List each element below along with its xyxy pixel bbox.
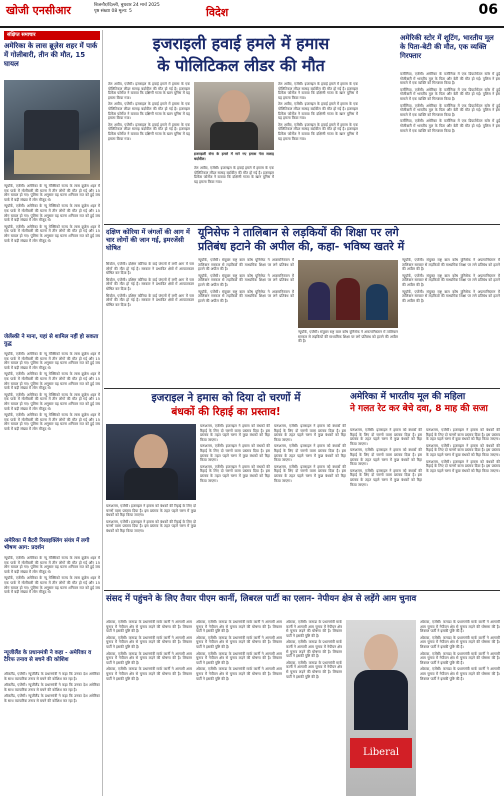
main-story-col2 bbox=[194, 166, 274, 220]
hostage-text7: यरूशलम, एजेंसी। इजराइल ने हमास को बंधकों की रिहाई के लिए दो चरणों वाला प्रस्ताव दिया है। इस प्रस्ताव के तहत पहले चरण में कुछ बंधकों को रिहा किया जाएगा। bbox=[274, 444, 346, 463]
canada-text9: ओटावा, एजेंसी। कनाडा के प्रधानमंत्री मार्क कार्नी ने आगामी आम चुनाव में नेपीयन क्षेत्र से चुनाव लड़ने की घोषणा की है। लिबरल पार्टी ने इसकी पुष्टि की है। bbox=[286, 620, 342, 638]
unicef-col1 bbox=[198, 258, 294, 384]
korea-title: दक्षिण कोरिया में जंगलों की आग में चार लोगों की जान गई, इमरजेंसी घोषित bbox=[106, 228, 190, 252]
hostage-text8: यरूशलम, एजेंसी। इजराइल ने हमास को बंधकों की रिहाई के लिए दो चरणों वाला प्रस्ताव दिया है। इस प्रस्ताव के तहत पहले चरण में कुछ बंधकों को रिहा किया जाएगा। bbox=[274, 464, 346, 483]
left-bottom-title: न्यूजीलैंड के प्रधानमंत्री ने कहा - अमेरिका व टैरिफ तनाव से बचने की कोशिश bbox=[4, 650, 92, 663]
unicef-col3 bbox=[402, 258, 500, 384]
right-top-text2: वर्जीनिया, एजेंसी। अमेरिका के वर्जीनिया में एक डिपार्टमेंटल स्टोर में हुई गोलीबारी में भारतीय मूल के पिता और बेटी की मौत हो गई। पुलिस ने इस मामले में एक व्यक्ति को गिरफ्तार किया है। bbox=[400, 87, 500, 101]
korea-text3: सियोल, एजेंसी। दक्षिण कोरिया के कई जंगलों में लगी आग में चार लोगों की मौत हो गई है। सरकार ने प्रभावित क्षेत्रों में आपातकाल घोषित कर दिया है। bbox=[106, 293, 194, 307]
canada-text10: ओटावा, एजेंसी। कनाडा के प्रधानमंत्री मार्क कार्नी ने आगामी आम चुनाव में नेपीयन क्षेत्र से चुनाव लड़ने की घोषणा की है। लिबरल पार्टी ने इसकी पुष्टि की है। bbox=[286, 640, 342, 659]
canada-text11: ओटावा, एजेंसी। कनाडा के प्रधानमंत्री मार्क कार्नी ने आगामी आम चुनाव में नेपीयन क्षेत्र से चुनाव लड़ने की घोषणा की है। लिबरल पार्टी ने इसकी पुष्टि की है। bbox=[286, 660, 342, 679]
main-story-col3 bbox=[278, 82, 358, 220]
canada-text7: ओटावा, एजेंसी। कनाडा के प्रधानमंत्री मार्क कार्नी ने आगामी आम चुनाव में नेपीयन क्षेत्र से चुनाव लड़ने की घोषणा की है। लिबरल पार्टी ने इसकी पुष्टि की है। bbox=[196, 651, 282, 665]
america-headline-line1: अमेरिका में भारतीय मूल की महिला bbox=[350, 392, 466, 402]
canada-text2: ओटावा, एजेंसी। कनाडा के प्रधानमंत्री मार्क कार्नी ने आगामी आम चुनाव में नेपीयन क्षेत्र से चुनाव लड़ने की घोषणा की है। लिबरल पार्टी ने इसकी पुष्टि की है। bbox=[106, 635, 192, 649]
korea-body bbox=[106, 262, 194, 384]
left-bottom-text2: ऑकलैंड, एजेंसी। न्यूजीलैंड के प्रधानमंत्री ने कहा कि उनका देश अमेरिका के साथ व्यापारिक तनाव से बचने की कोशिश कर रहा है। bbox=[4, 683, 100, 692]
masthead-price: पृष्ठ संख्या 08 मूल्य: 5 bbox=[94, 9, 132, 14]
left-story-text-cont: न्यूयॉर्क, एजेंसी। अमेरिका के न्यू मेक्सिको राज्य के लास ब्रूज़ेस शहर में एक पार्क में गोलीबारी की घटना में तीन लोगों की मौत हो गई और 15 लोग घायल हो गए। पुलिस के अनुसार यह घटना शनिवार रात को हुई जब पार्क में बड़ी संख्या में लोग मौजूद थे। bbox=[4, 204, 100, 223]
page-header bbox=[0, 0, 504, 28]
korea-text2: सियोल, एजेंसी। दक्षिण कोरिया के कई जंगलों में लगी आग में चार लोगों की मौत हो गई है। सरकार ने प्रभावित क्षेत्रों में आपातकाल घोषित कर दिया है। bbox=[106, 277, 194, 291]
hostage-text1: यरूशलम, एजेंसी। इजराइल ने हमास को बंधकों की रिहाई के लिए दो चरणों वाला प्रस्ताव दिया है। इस प्रस्ताव के तहत पहले चरण में कुछ बंधकों को रिहा किया जाएगा। bbox=[106, 504, 196, 518]
america-text6: यरूशलम, एजेंसी। इजराइल ने हमास को बंधकों की रिहाई के लिए दो चरणों वाला प्रस्ताव दिया है। इस प्रस्ताव के तहत पहले चरण में कुछ बंधकों को रिहा किया जाएगा। bbox=[426, 459, 500, 473]
liberal-sign: Liberal bbox=[350, 738, 412, 768]
left-second-text4: न्यूयॉर्क, एजेंसी। अमेरिका के न्यू मेक्सिको राज्य के लास ब्रूज़ेस शहर में एक पार्क में गोलीबारी की घटना में तीन लोगों की मौत हो गई और 15 लोग घायल हो गए। पुलिस के अनुसार यह घटना शनिवार रात को हुई जब पार्क में बड़ी संख्या में लोग मौजूद थे। bbox=[4, 413, 100, 431]
america-headline-line2: ने गलत रेट कर बेचे दवा, 8 माह की सजा bbox=[350, 404, 488, 414]
america-text4: यरूशलम, एजेंसी। इजराइल ने हमास को बंधकों की रिहाई के लिए दो चरणों वाला प्रस्ताव दिया है। इस प्रस्ताव के तहत पहले चरण में कुछ बंधकों को रिहा किया जाएगा। bbox=[426, 428, 500, 442]
left-second-text2: न्यूयॉर्क, एजेंसी। अमेरिका के न्यू मेक्सिको राज्य के लास ब्रूज़ेस शहर में एक पार्क में गोलीबारी की घटना में तीन लोगों की मौत हो गई और 15 लोग घायल हो गए। पुलिस के अनुसार यह घटना शनिवार रात को हुई जब पार्क में बड़ी संख्या में लोग मौजूद थे। bbox=[4, 372, 100, 391]
left-third-title: अमेरिका में बैटरी रिसाइक्लिंग संयंत्र में लगी भीषण आग: प्रदर्शन bbox=[4, 538, 90, 551]
canada-text4: ओटावा, एजेंसी। कनाडा के प्रधानमंत्री मार्क कार्नी ने आगामी आम चुनाव में नेपीयन क्षेत्र से चुनाव लड़ने की घोषणा की है। लिबरल पार्टी ने इसकी पुष्टि की है। bbox=[106, 667, 192, 681]
canada-col1 bbox=[106, 620, 192, 796]
right-top-text3: वर्जीनिया, एजेंसी। अमेरिका के वर्जीनिया में एक डिपार्टमेंटल स्टोर में हुई गोलीबारी में भारतीय मूल के पिता और बेटी की मौत हो गई। पुलिस ने इस मामले में एक व्यक्ति को गिरफ्तार किया है। bbox=[400, 103, 500, 117]
photo-caption: इजराइली सेना के हमले में मारे गए हमास नेता सलाह बर्दावील। bbox=[194, 152, 274, 161]
unicef-text1: न्यूयॉर्क, एजेंसी। संयुक्त राष्ट्र बाल कोष यूनिसेफ ने अफगानिस्तान में तालिबान सरकार से लड़कियों की माध्यमिक शिक्षा पर लगे प्रतिबंध को हटाने की अपील की है। bbox=[198, 258, 294, 272]
hostage-col2 bbox=[200, 424, 270, 586]
main-story-text3: तेल अवीव, एजेंसी। इजराइल के हवाई हमले में हमास के एक पोलिटिकल लीडर सलाह बर्दावील की मौत हो गई है। इजराइल डिफेंस फोर्सेज ने बताया कि दक्षिणी गाजा के खान यूनिस में यह हमला किया गया। bbox=[108, 122, 190, 141]
right-top-text4: वर्जीनिया, एजेंसी। अमेरिका के वर्जीनिया में एक डिपार्टमेंटल स्टोर में हुई गोलीबारी में भारतीय मूल के पिता और बेटी की मौत हो गई। पुलिस ने इस मामले में एक व्यक्ति को गिरफ्तार किया है। bbox=[400, 119, 500, 133]
hostage-headline-line2: बंधकों की रिहाई का प्रस्ताव! bbox=[171, 406, 281, 418]
america-text2: यरूशलम, एजेंसी। इजराइल ने हमास को बंधकों की रिहाई के लिए दो चरणों वाला प्रस्ताव दिया है। इस प्रस्ताव के तहत पहले चरण में कुछ बंधकों को रिहा किया जाएगा। bbox=[350, 448, 422, 467]
hamas-leader-photo bbox=[194, 82, 274, 150]
left-second-text3: न्यूयॉर्क, एजेंसी। अमेरिका के न्यू मेक्सिको राज्य के लास ब्रूज़ेस शहर में एक पार्क में गोलीबारी की घटना में तीन लोगों की मौत हो गई और 15 लोग घायल हो गए। पुलिस के अनुसार यह घटना शनिवार रात को हुई जब पार्क में बड़ी संख्या में लोग मौजूद थे। bbox=[4, 392, 100, 411]
hostage-text4: यरूशलम, एजेंसी। इजराइल ने हमास को बंधकों की रिहाई के लिए दो चरणों वाला प्रस्ताव दिया है। इस प्रस्ताव के तहत पहले चरण में कुछ बंधकों को रिहा किया जाएगा। bbox=[200, 444, 270, 463]
left-third-body bbox=[4, 556, 100, 646]
canada-col3 bbox=[286, 620, 342, 796]
hostage-col1 bbox=[106, 504, 196, 586]
hostage-text3: यरूशलम, एजेंसी। इजराइल ने हमास को बंधकों की रिहाई के लिए दो चरणों वाला प्रस्ताव दिया है। इस प्रस्ताव के तहत पहले चरण में कुछ बंधकों को रिहा किया जाएगा। bbox=[200, 424, 270, 442]
canada-text15: ओटावा, एजेंसी। कनाडा के प्रधानमंत्री मार्क कार्नी ने आगामी आम चुनाव में नेपीयन क्षेत्र से चुनाव लड़ने की घोषणा की है। लिबरल पार्टी ने इसकी पुष्टि की है। bbox=[420, 667, 500, 681]
canada-text13: ओटावा, एजेंसी। कनाडा के प्रधानमंत्री मार्क कार्नी ने आगामी आम चुनाव में नेपीयन क्षेत्र से चुनाव लड़ने की घोषणा की है। लिबरल पार्टी ने इसकी पुष्टि की है। bbox=[420, 635, 500, 649]
masthead-meta bbox=[94, 3, 184, 15]
main-story-text7: तेल अवीव, एजेंसी। इजराइल के हवाई हमले में हमास के एक पोलिटिकल लीडर सलाह बर्दावील की मौत हो गई है। इजराइल डिफेंस फोर्सेज ने बताया कि दक्षिणी गाजा के खान यूनिस में यह हमला किया गया। bbox=[278, 122, 358, 141]
brief-news-tag: संक्षिप्त समाचार bbox=[4, 31, 100, 40]
right-top-text1: वर्जीनिया, एजेंसी। अमेरिका के वर्जीनिया में एक डिपार्टमेंटल स्टोर में हुई गोलीबारी में भारतीय मूल के पिता और बेटी की मौत हो गई। पुलिस ने इस मामले में एक व्यक्ति को गिरफ्तार किया है। bbox=[400, 72, 500, 86]
canada-col4 bbox=[420, 620, 500, 796]
section-title: विदेश bbox=[206, 6, 229, 19]
main-story-col1 bbox=[108, 82, 190, 220]
canada-text8: ओटावा, एजेंसी। कनाडा के प्रधानमंत्री मार्क कार्नी ने आगामी आम चुनाव में नेपीयन क्षेत्र से चुनाव लड़ने की घोषणा की है। लिबरल पार्टी ने इसकी पुष्टि की है। bbox=[196, 667, 282, 681]
unicef-text5: न्यूयॉर्क, एजेंसी। संयुक्त राष्ट्र बाल कोष यूनिसेफ ने अफगानिस्तान में तालिबान सरकार से लड़कियों की माध्यमिक शिक्षा पर लगे प्रतिबंध को हटाने की अपील की है। bbox=[402, 258, 500, 272]
canada-text5: ओटावा, एजेंसी। कनाडा के प्रधानमंत्री मार्क कार्नी ने आगामी आम चुनाव में नेपीयन क्षेत्र से चुनाव लड़ने की घोषणा की है। लिबरल पार्टी ने इसकी पुष्टि की है। bbox=[196, 620, 282, 634]
left-third-text: न्यूयॉर्क, एजेंसी। अमेरिका के न्यू मेक्सिको राज्य के लास ब्रूज़ेस शहर में एक पार्क में गोलीबारी की घटना में तीन लोगों की मौत हो गई और 15 लोग घायल हो गए। पुलिस के अनुसार यह घटना शनिवार रात को हुई जब पार्क में बड़ी संख्या में लोग मौजूद थे। bbox=[4, 556, 100, 574]
america-text5: यरूशलम, एजेंसी। इजराइल ने हमास को बंधकों की रिहाई के लिए दो चरणों वाला प्रस्ताव दिया है। इस प्रस्ताव के तहत पहले चरण में कुछ बंधकों को रिहा किया जाएगा। bbox=[426, 443, 500, 457]
america-text3: यरूशलम, एजेंसी। इजराइल ने हमास को बंधकों की रिहाई के लिए दो चरणों वाला प्रस्ताव दिया है। इस प्रस्ताव के तहत पहले चरण में कुछ बंधकों को रिहा किया जाएगा। bbox=[350, 468, 422, 487]
left-story-title: अमेरिका के लास ब्रूज़ेस शहर में पार्क में गोलीबारी, तीन की मौत, 15 घायल bbox=[4, 42, 98, 68]
main-story-text5: तेल अवीव, एजेंसी। इजराइल के हवाई हमले में हमास के एक पोलिटिकल लीडर सलाह बर्दावील की मौत हो गई है। इजराइल डिफेंस फोर्सेज ने बताया कि दक्षिणी गाजा के खान यूनिस में यह हमला किया गया। bbox=[278, 82, 358, 100]
main-story-text6: तेल अवीव, एजेंसी। इजराइल के हवाई हमले में हमास के एक पोलिटिकल लीडर सलाह बर्दावील की मौत हो गई है। इजराइल डिफेंस फोर्सेज ने बताया कि दक्षिणी गाजा के खान यूनिस में यह हमला किया गया। bbox=[278, 102, 358, 121]
mark-carney-photo bbox=[346, 620, 416, 796]
shooting-scene-photo bbox=[4, 80, 100, 180]
left-bottom-text3: ऑकलैंड, एजेंसी। न्यूजीलैंड के प्रधानमंत्री ने कहा कि उनका देश अमेरिका के साथ व्यापारिक तनाव से बचने की कोशिश कर रहा है। bbox=[4, 694, 100, 703]
canada-headline: संसद में पहुंचने के लिए तैयार पीएम कार्नी, लिबरल पार्टी का एलान- नेपीयन क्षेत्र से लड़ेंगे आम चुनाव bbox=[106, 594, 417, 604]
canada-text6: ओटावा, एजेंसी। कनाडा के प्रधानमंत्री मार्क कार्नी ने आगामी आम चुनाव में नेपीयन क्षेत्र से चुनाव लड़ने की घोषणा की है। लिबरल पार्टी ने इसकी पुष्टि की है। bbox=[196, 635, 282, 649]
right-top-body bbox=[400, 72, 500, 222]
netanyahu-photo bbox=[106, 424, 196, 500]
afghan-girls-photo bbox=[298, 260, 398, 328]
left-story-text-cont2: न्यूयॉर्क, एजेंसी। अमेरिका के न्यू मेक्सिको राज्य के लास ब्रूज़ेस शहर में एक पार्क में गोलीबारी की घटना में तीन लोगों की मौत हो गई और 15 लोग घायल हो गए। पुलिस के अनुसार यह घटना शनिवार रात को हुई जब पार्क में बड़ी संख्या में लोग मौजूद थे। bbox=[4, 224, 100, 243]
main-story-text1: तेल अवीव, एजेंसी। इजराइल के हवाई हमले में हमास के एक पोलिटिकल लीडर सलाह बर्दावील की मौत हो गई है। इजराइल डिफेंस फोर्सेज ने बताया कि दक्षिणी गाजा के खान यूनिस में यह हमला किया गया। bbox=[108, 82, 190, 100]
divider-2 bbox=[104, 388, 500, 389]
left-second-body bbox=[4, 352, 100, 532]
left-story-body bbox=[4, 184, 100, 330]
masthead-brand: खोजी एनसीआर bbox=[6, 4, 71, 17]
unicef-headline-line1: यूनिसेफ ने तालिबान से लड़कियों की शिक्षा पर लगे bbox=[198, 226, 399, 239]
page-number: 06 bbox=[478, 2, 498, 18]
america-col2 bbox=[426, 428, 500, 586]
main-story-text2: तेल अवीव, एजेंसी। इजराइल के हवाई हमले में हमास के एक पोलिटिकल लीडर सलाह बर्दावील की मौत हो गई है। इजराइल डिफेंस फोर्सेज ने बताया कि दक्षिणी गाजा के खान यूनिस में यह हमला किया गया। bbox=[108, 102, 190, 121]
left-second-title: जेलेंस्की ने माना, यहां से शामिल नहीं हो सकता युद्ध bbox=[4, 334, 99, 347]
unicef-text3: न्यूयॉर्क, एजेंसी। संयुक्त राष्ट्र बाल कोष यूनिसेफ ने अफगानिस्तान में तालिबान सरकार से लड़कियों की माध्यमिक शिक्षा पर लगे प्रतिबंध को हटाने की अपील की है। bbox=[198, 289, 294, 303]
hostage-headline-line1: इजराइल ने हमास को दिया दो चरणों में bbox=[151, 392, 301, 404]
canada-text1: ओटावा, एजेंसी। कनाडा के प्रधानमंत्री मार्क कार्नी ने आगामी आम चुनाव में नेपीयन क्षेत्र से चुनाव लड़ने की घोषणा की है। लिबरल पार्टी ने इसकी पुष्टि की है। bbox=[106, 620, 192, 634]
canada-text12: ओटावा, एजेंसी। कनाडा के प्रधानमंत्री मार्क कार्नी ने आगामी आम चुनाव में नेपीयन क्षेत्र से चुनाव लड़ने की घोषणा की है। लिबरल पार्टी ने इसकी पुष्टि की है। bbox=[420, 620, 500, 634]
america-text1: यरूशलम, एजेंसी। इजराइल ने हमास को बंधकों की रिहाई के लिए दो चरणों वाला प्रस्ताव दिया है। इस प्रस्ताव के तहत पहले चरण में कुछ बंधकों को रिहा किया जाएगा। bbox=[350, 428, 422, 446]
unicef-text7: न्यूयॉर्क, एजेंसी। संयुक्त राष्ट्र बाल कोष यूनिसेफ ने अफगानिस्तान में तालिबान सरकार से लड़कियों की माध्यमिक शिक्षा पर लगे प्रतिबंध को हटाने की अपील की है। bbox=[402, 289, 500, 303]
unicef-headline-line2: प्रतिबंध हटाने की अपील की, कहा- भविष्य खतरे में bbox=[198, 240, 405, 253]
left-bottom-text: ऑकलैंड, एजेंसी। न्यूजीलैंड के प्रधानमंत्री ने कहा कि उनका देश अमेरिका के साथ व्यापारिक तनाव से बचने की कोशिश कर रहा है। bbox=[4, 672, 100, 681]
hostage-text2: यरूशलम, एजेंसी। इजराइल ने हमास को बंधकों की रिहाई के लिए दो चरणों वाला प्रस्ताव दिया है। इस प्रस्ताव के तहत पहले चरण में कुछ बंधकों को रिहा किया जाएगा। bbox=[106, 519, 196, 533]
korea-text1: सियोल, एजेंसी। दक्षिण कोरिया के कई जंगलों में लगी आग में चार लोगों की मौत हो गई है। सरकार ने प्रभावित क्षेत्रों में आपातकाल घोषित कर दिया है। bbox=[106, 262, 194, 276]
main-story-text4: तेल अवीव, एजेंसी। इजराइल के हवाई हमले में हमास के एक पोलिटिकल लीडर सलाह बर्दावील की मौत हो गई है। इजराइल डिफेंस फोर्सेज ने बताया कि दक्षिणी गाजा के खान यूनिस में यह हमला किया गया। bbox=[194, 166, 274, 184]
main-headline-line2: के पोलिटिकल लीडर की मौत bbox=[157, 56, 325, 75]
canada-text3: ओटावा, एजेंसी। कनाडा के प्रधानमंत्री मार्क कार्नी ने आगामी आम चुनाव में नेपीयन क्षेत्र से चुनाव लड़ने की घोषणा की है। लिबरल पार्टी ने इसकी पुष्टि की है। bbox=[106, 651, 192, 665]
masthead-date: बिजनौर/दिल्ली, बुधवार 24 मार्च 2025 bbox=[94, 3, 160, 8]
unicef-text6: न्यूयॉर्क, एजेंसी। संयुक्त राष्ट्र बाल कोष यूनिसेफ ने अफगानिस्तान में तालिबान सरकार से लड़कियों की माध्यमिक शिक्षा पर लगे प्रतिबंध को हटाने की अपील की है। bbox=[402, 273, 500, 287]
canada-text14: ओटावा, एजेंसी। कनाडा के प्रधानमंत्री मार्क कार्नी ने आगामी आम चुनाव में नेपीयन क्षेत्र से चुनाव लड़ने की घोषणा की है। लिबरल पार्टी ने इसकी पुष्टि की है। bbox=[420, 651, 500, 665]
unicef-col2 bbox=[298, 330, 398, 384]
column-divider bbox=[102, 30, 103, 796]
right-top-title: अमेरिकी स्टोर में शूटिंग, भारतीय मूल के पिता-बेटी की मौत, एक व्यक्ति गिरफ्तार bbox=[400, 34, 494, 60]
america-col1 bbox=[350, 428, 422, 586]
divider-1 bbox=[104, 224, 500, 225]
left-bottom-body bbox=[4, 672, 100, 796]
hostage-text6: यरूशलम, एजेंसी। इजराइल ने हमास को बंधकों की रिहाई के लिए दो चरणों वाला प्रस्ताव दिया है। इस प्रस्ताव के तहत पहले चरण में कुछ बंधकों को रिहा किया जाएगा। bbox=[274, 424, 346, 442]
hostage-text5: यरूशलम, एजेंसी। इजराइल ने हमास को बंधकों की रिहाई के लिए दो चरणों वाला प्रस्ताव दिया है। इस प्रस्ताव के तहत पहले चरण में कुछ बंधकों को रिहा किया जाएगा। bbox=[200, 464, 270, 483]
hostage-col3 bbox=[274, 424, 346, 586]
canada-col2 bbox=[196, 620, 282, 796]
left-story-text: न्यूयॉर्क, एजेंसी। अमेरिका के न्यू मेक्सिको राज्य के लास ब्रूज़ेस शहर में एक पार्क में गोलीबारी की घटना में तीन लोगों की मौत हो गई और 15 लोग घायल हो गए। पुलिस के अनुसार यह घटना शनिवार रात को हुई जब पार्क में बड़ी संख्या में लोग मौजूद थे। bbox=[4, 184, 100, 202]
unicef-text2: न्यूयॉर्क, एजेंसी। संयुक्त राष्ट्र बाल कोष यूनिसेफ ने अफगानिस्तान में तालिबान सरकार से लड़कियों की माध्यमिक शिक्षा पर लगे प्रतिबंध को हटाने की अपील की है। bbox=[198, 273, 294, 287]
left-second-text: न्यूयॉर्क, एजेंसी। अमेरिका के न्यू मेक्सिको राज्य के लास ब्रूज़ेस शहर में एक पार्क में गोलीबारी की घटना में तीन लोगों की मौत हो गई और 15 लोग घायल हो गए। पुलिस के अनुसार यह घटना शनिवार रात को हुई जब पार्क में बड़ी संख्या में लोग मौजूद थे। bbox=[4, 352, 100, 370]
main-headline-line1: इजराइली हवाई हमले में हमास bbox=[152, 34, 330, 53]
left-third-text2: न्यूयॉर्क, एजेंसी। अमेरिका के न्यू मेक्सिको राज्य के लास ब्रूज़ेस शहर में एक पार्क में गोलीबारी की घटना में तीन लोगों की मौत हो गई और 15 लोग घायल हो गए। पुलिस के अनुसार यह घटना शनिवार रात को हुई जब पार्क में बड़ी संख्या में लोग मौजूद थे। bbox=[4, 576, 100, 595]
unicef-text4: न्यूयॉर्क, एजेंसी। संयुक्त राष्ट्र बाल कोष यूनिसेफ ने अफगानिस्तान में तालिबान सरकार से लड़कियों की माध्यमिक शिक्षा पर लगे प्रतिबंध को हटाने की अपील की है। bbox=[298, 330, 398, 344]
divider-3 bbox=[104, 590, 500, 591]
